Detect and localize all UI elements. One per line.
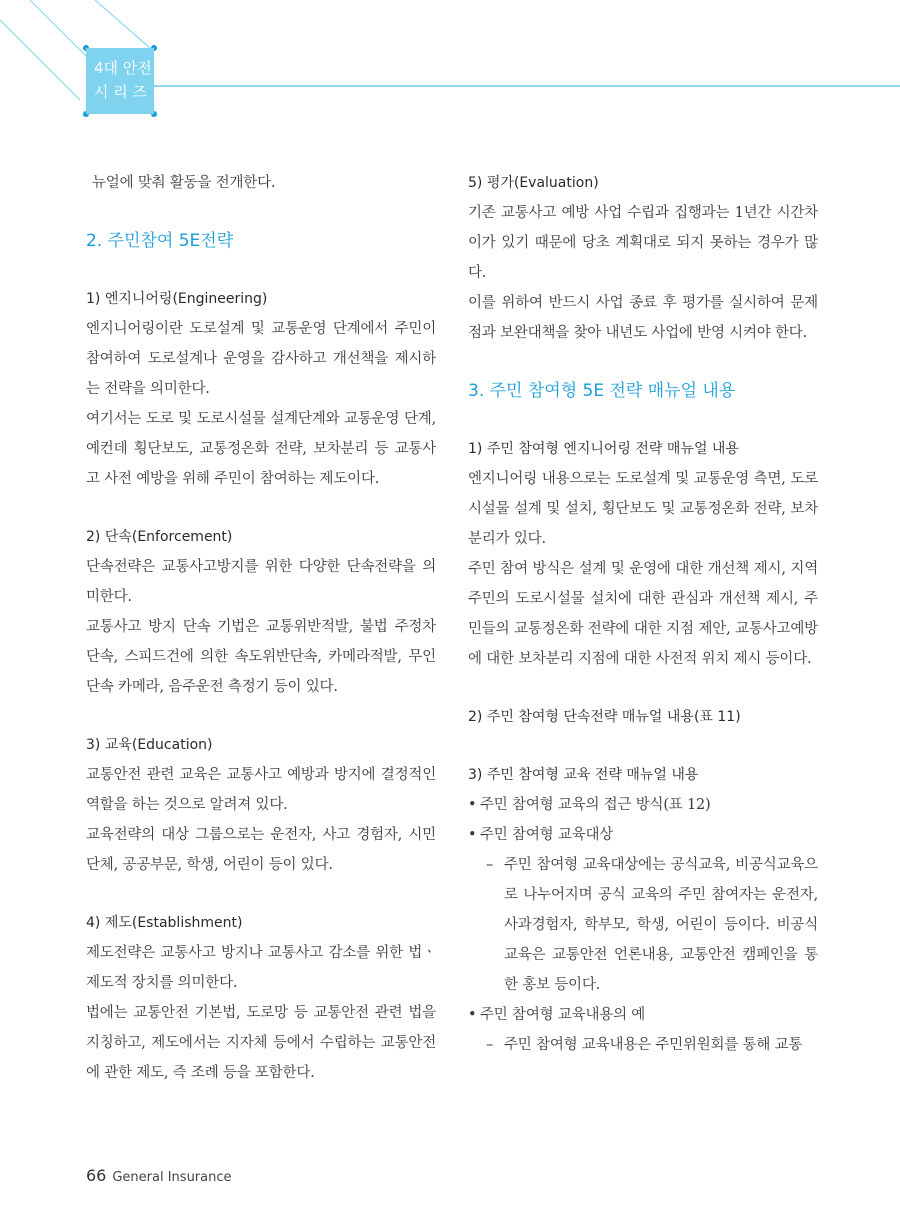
manual-engineering-title: 1) 주민 참여형 엔지니어링 전략 매뉴얼 내용 xyxy=(468,441,739,457)
enforcement-title: 2) 단속(Enforcement) xyxy=(86,529,233,545)
bullet-approach: • 주민 참여형 교육의 접근 방식(표 12) xyxy=(468,790,818,820)
enforcement-paragraph-1: 단속전략은 교통사고방지를 위한 다양한 단속전략을 의미한다. xyxy=(86,559,436,605)
education-paragraph-1: 교통안전 관련 교육은 교통사고 예방과 방지에 결정적인 역할을 하는 것으로 알려져 있다. xyxy=(86,767,436,813)
education-title: 3) 교육(Education) xyxy=(86,737,213,753)
evaluation-title: 5) 평가(Evaluation) xyxy=(468,175,599,191)
series-badge-line1: 4대 안전 xyxy=(94,59,152,77)
establishment-title: 4) 제도(Establishment) xyxy=(86,915,243,931)
dash-item-target xyxy=(468,850,818,1000)
left-column xyxy=(86,168,436,1088)
manual-engineering-paragraph-1: 엔지니어링 내용으로는 도로설계 및 교통운영 측면, 도로시설물 설계 및 설치, 횡단보도 및 교통정온화 전략, 보차분리가 있다. xyxy=(468,471,818,547)
dash-item-content-text: 주민 참여형 교육내용은 주민위원회를 통해 교통 xyxy=(504,1037,803,1053)
bullet-content-example: • 주민 참여형 교육내용의 예 xyxy=(468,1000,818,1030)
dash-item-target-text: 주민 참여형 교육대상에는 공식교육, 비공식교육으로 나누어지며 공식 교육의 주민 참여자는 운전자, 사과경험자, 학부모, 학생, 어린이 등이다. 비공식 교육은 교통안전 언론내용, 교통안전 캠페인을 통한 홍보 등이다. xyxy=(504,857,818,993)
engineering-title: 1) 엔지니어링(Engineering) xyxy=(86,291,268,307)
manual-engineering-paragraph-2: 주민 참여 방식은 설계 및 운영에 대한 개선책 제시, 지역주민의 도로시설물 설치에 대한 관심과 개선책 제시, 주민들의 교통정온화 전략에 대한 지점 제안, 교통사고예방에 대한 보차분리 지점에 대한 사전적 위치 제시 등이다. xyxy=(468,561,818,667)
dash-mark: – xyxy=(486,857,494,873)
dash-item-content xyxy=(468,1030,818,1060)
section-2-title: 2. 주민참여 5E전략 xyxy=(86,231,234,251)
manual-enforcement-title: 2) 주민 참여형 단속전략 매뉴얼 내용(표 11) xyxy=(468,709,741,725)
evaluation-paragraph-1: 기존 교통사고 예방 사업 수립과 집행과는 1년간 시간차이가 있기 때문에 당초 계획대로 되지 못하는 경우가 많다. xyxy=(468,205,818,281)
establishment-paragraph-2: 법에는 교통안전 기본법, 도로망 등 교통안전 관련 법을 지칭하고, 제도에서는 지자체 등에서 수립하는 교통안전에 관한 제도, 즉 조례 등을 포함한다. xyxy=(86,1005,436,1081)
engineering-paragraph-1: 엔지니어링이란 도로설계 및 교통운영 단계에서 주민이 참여하여 도로설계나 운영을 감사하고 개선책을 제시하는 전략을 의미한다. xyxy=(86,321,436,397)
education-paragraph-2: 교육전략의 대상 그룹으로는 운전자, 사고 경험자, 시민단체, 공공부문, 학생, 어린이 등이 있다. xyxy=(86,827,436,873)
evaluation-paragraph-2: 이를 위하여 반드시 사업 종료 후 평가를 실시하여 문제점과 보완대책을 찾아 내년도 사업에 반영 시켜야 한다. xyxy=(468,295,818,341)
series-badge-line2: 시 리 즈 xyxy=(94,83,148,101)
page-number: 66 xyxy=(86,1166,107,1185)
establishment-paragraph-1: 제도전략은 교통사고 방지나 교통사고 감소를 위한 법ㆍ제도적 장치를 의미한다. xyxy=(86,945,436,991)
bullet-target: • 주민 참여형 교육대상 xyxy=(468,820,818,850)
series-badge xyxy=(86,48,154,114)
dash-mark: – xyxy=(486,1037,494,1053)
intro-text: 뉴얼에 맞춰 활동을 전개한다. xyxy=(92,175,276,191)
engineering-paragraph-2: 여기서는 도로 및 도로시설물 설계단계와 교통운영 단계, 예컨데 횡단보도, 교통정온화 전략, 보차분리 등 교통사고 사전 예방을 위해 주민이 참여하는 제도이다. xyxy=(86,411,436,487)
manual-education-title: 3) 주민 참여형 교육 전략 매뉴얼 내용 xyxy=(468,767,699,783)
right-column xyxy=(468,168,818,1060)
enforcement-paragraph-2: 교통사고 방지 단속 기법은 교통위반적발, 불법 주정차 단속, 스피드건에 의한 속도위반단속, 카메라적발, 무인단속 카메라, 음주운전 측정기 등이 있다. xyxy=(86,619,436,695)
page-footer xyxy=(86,1166,232,1185)
section-3-title: 3. 주민 참여형 5E 전략 매뉴얼 내용 xyxy=(468,381,736,401)
magazine-name: General Insurance xyxy=(112,1170,232,1185)
